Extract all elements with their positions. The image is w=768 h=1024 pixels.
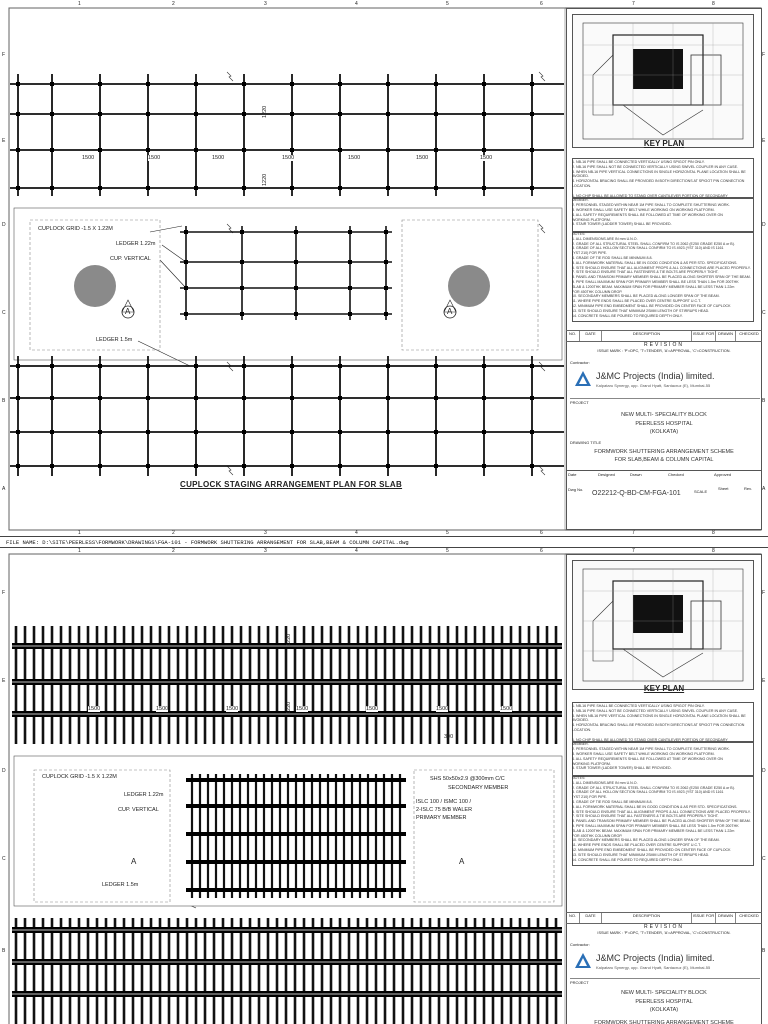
- project-line-2: PEERLESS HOSPITAL: [635, 421, 693, 427]
- grid-column-label-2: 5: [446, 548, 449, 554]
- dim-1500-label: 1500: [416, 155, 429, 161]
- cuplock-node: [290, 430, 294, 434]
- middle-node: [294, 260, 298, 264]
- grid-row-label-2: B: [762, 948, 766, 954]
- grid-column-label: 8: [712, 530, 715, 536]
- company-name-2: J&MC Projects (India) limited.: [596, 953, 715, 963]
- cuplock-node: [338, 186, 342, 190]
- cuplock-node: [530, 186, 534, 190]
- key-plan-box: [572, 14, 754, 148]
- grid-column-label: 4: [355, 530, 358, 536]
- cuplock-node: [530, 464, 534, 468]
- grid-row-label: E: [2, 138, 6, 144]
- middle-node: [294, 286, 298, 290]
- cuplock-node: [482, 148, 486, 152]
- rev-col-issue-2: ISSUE FOR: [692, 913, 716, 923]
- contractor-label-2: Contractor:: [570, 942, 590, 947]
- grid-row-label: A: [2, 486, 6, 492]
- ledger-15-label: LEDGER 1.5m: [96, 337, 133, 343]
- middle-node: [240, 286, 244, 290]
- grid-row-label: E: [762, 138, 766, 144]
- project-line-1: NEW MULTI- SPECIALITY BLOCK: [621, 412, 707, 418]
- cuplock-node: [50, 186, 54, 190]
- company-address: Kalpataru Synergy, opp. Grand Hyatt, Santacruz (E), Mumbai-55: [596, 383, 711, 388]
- dim-1500-label-2: 1500: [436, 706, 449, 712]
- cuplock-node: [242, 430, 246, 434]
- company-address-2: Kalpataru Synergy, opp. Grand Hyatt, Santacruz (E), Mumbai-55: [596, 965, 711, 970]
- drawing-title-line-2: FOR SLAB,BEAM & COLUMN CAPITAL: [614, 457, 714, 463]
- dim-1500-label-2: 1500: [88, 706, 101, 712]
- grid-column-label-2: 7: [632, 548, 635, 554]
- cuplock-node: [146, 186, 150, 190]
- key-plan-image-2: [573, 561, 753, 689]
- cuplock-node: [386, 82, 390, 86]
- middle-node: [184, 286, 188, 290]
- cuplock-node: [98, 364, 102, 368]
- approved-label: Approved: [714, 472, 732, 477]
- dim-1220-upper-2: 1220: [286, 633, 292, 646]
- middle-primary-band: [186, 778, 406, 782]
- grid-row-label: B: [762, 398, 766, 404]
- dim-1500-label: 1500: [82, 155, 95, 161]
- middle-node: [384, 312, 388, 316]
- grid-row-label: D: [762, 222, 766, 228]
- cuplock-node: [194, 186, 198, 190]
- grid-column-label: 3: [264, 530, 267, 536]
- cuplock-node: [482, 464, 486, 468]
- cuplock-node: [434, 396, 438, 400]
- cuplock-node: [98, 430, 102, 434]
- drawn-label: Drawn: [630, 472, 642, 477]
- ledger-15-label-2: LEDGER 1.5m: [102, 882, 139, 888]
- notes-text: 1. NB-16 PIPE SHALL BE CONNECTED VERTICALLY USING SPIGOT PIN ONLY. 2. NB-16 PIPE SHALL NOT BE CONNECTED VERTICALLY USING SWIVEL COUPLER IN ANY CASE. 3. WHEN NB-16 PIPE VERTICAL CONNECTIONS IN SINGLE HORIZONTAL PLANE LOCATION SHALL BE AVOIDED. 4. HORIZONTAL BRACING SHALL BE PROVIDED IN BOTH DIRECTIONS AT SPIGOT PIN CONNECTION LOCATION. 1. NO CHIP SHALL BE ALLOWED TO STAND OVER CANTILEVER PORTION OF SECONDARY MEMBER. 2. PERSONNEL STAGED WITHIN NEAR 1M PIPE SHALL TO COMPLETE SHUTTERING WORK. 3. WORKER SHALL USE SAFETY BELT WHILE WORKING ON WORKING PLATFORM. 4. ALL SAFETY REQUIREMENTS SHALL BE FOLLOWED AT TIME OF WORKING OVER ON WORKING PLATFORM. 5. STAIR TOWER (LADDER TOWER) SHALL BE PROVIDED. NOTES: 1. ALL DIMENSIONS ARE IN mm U.N.O. 2. GRADE OF ALL STRUCTURAL STEEL SHALL CONFIRM TO IS 2062 (E250 GRADE E250 A or B). 3. GRADE OF ALL HOLLOW SECTION SHALL CONFIRM TO IS 4923 (YST 310) AND IS 1161 (YST 210) FOR PIPE. 4. GRADE OF TIE ROD SHALL BE MINIMUM 8.8. 5. ALL FORMWORK MATERIAL SHALL BE IN GOOD CONDITION & AS PER STD. SPECIFICATIONS. 6. SITE SHOULD ENSURE THAT ALL ALIGNMENT PROPS & ALL CONNECTIONS ARE PLACED PROPERLY. 7. SITE SHOULD ENSURE THAT ALL FASTENERS & TIE BOLTS ARE PROPERLY TIGHT. 8. PANEL AND TRANSOM PRIMARY MEMBER SHALL BE PLACED ALONG SHORTER SPAN OF THE BEAM. 9. PIPE SHALL MAXIMUM SPAN FOR PRIMARY MEMBER SHALL BE LESS THAN 1.5m FOR 200THK SLAB & 1200THK BEAM. MAXIMUM SPAN FOR PRIMARY MEMBER SHALL BE LESS THAN 1.22m FOR 450THK COLUMN DROP. 10. SECONDARY MEMBERS SHALL BE PLACED ALONG LONGER SPAN OF THE BEAM. 11. WHERE PIPE ENDS SHALL BE PLACED OVER CENTRE SUPPORT U.C.T. 12. MINIMUM PIPE END EMBEDMENT SHALL BE PROVIDED ON CENTER FACE OF CUPLOCK 13. SITE SHOULD ENSURE THAT MINIMUM 2SMM LENGTH OF STIRRUPS HEAD. 14. CONCRETE SHALL BE POURED TO REQUIRED DEPTH ONLY.: [572, 160, 751, 318]
- grid-row-label-2: E: [762, 678, 766, 684]
- cuplock-node: [242, 364, 246, 368]
- project-line-3-2: (KOLKATA): [649, 1007, 679, 1013]
- cuplock-node: [338, 464, 342, 468]
- revision-header-2: [566, 912, 762, 924]
- grid-row-label-2: E: [2, 678, 6, 684]
- cuplock-node: [194, 364, 198, 368]
- cuplock-node: [482, 430, 486, 434]
- shs-label-line-1: SHS 50x50x2.9 @300mm C/C: [430, 776, 505, 782]
- cuplock-node: [386, 112, 390, 116]
- grid-column-label: 5: [446, 530, 449, 536]
- shs-label-line-2: SECONDARY MEMBER: [448, 785, 509, 791]
- middle-node: [348, 286, 352, 290]
- cup-vertical-label-2: CUP. VERTICAL: [118, 807, 159, 813]
- revision-title: REVISION: [644, 342, 684, 348]
- grid-row-label: D: [2, 222, 6, 228]
- drawing-title-line-1: FORMWORK SHUTTERING ARRANGEMENT SCHEME: [594, 449, 734, 455]
- cuplock-node: [434, 430, 438, 434]
- cuplock-node: [50, 364, 54, 368]
- grid-row-label-2: C: [762, 856, 766, 862]
- dim-1500-label: 1500: [480, 155, 493, 161]
- cuplock-node: [482, 364, 486, 368]
- cuplock-node: [194, 82, 198, 86]
- drawing-title-line-1-2: FORMWORK SHUTTERING ARRANGEMENT SCHEME: [594, 1020, 734, 1024]
- islc-label-line-2: 2-ISLC 75 B/B WALER: [416, 807, 473, 813]
- dim-1500-label-2: 1500: [226, 706, 239, 712]
- cuplock-node: [98, 82, 102, 86]
- grid-column-label-2: 1: [78, 548, 81, 554]
- cuplock-node: [50, 82, 54, 86]
- cuplock-node: [50, 464, 54, 468]
- key-plan-label-2: KEY PLAN: [643, 684, 685, 693]
- project-label: PROJECT: [570, 398, 760, 405]
- project-line-2-2: PEERLESS HOSPITAL: [635, 999, 693, 1005]
- rev-col-description-2: DESCRIPTION: [602, 913, 692, 923]
- checked-label: Checked: [668, 472, 684, 477]
- grid-column-label-2: 6: [540, 548, 543, 554]
- cuplock-node: [16, 82, 20, 86]
- rev-col-no: NO.: [566, 331, 580, 341]
- issue-mark-line-2: ISSUE MARK : 'P'=DPC, 'T'=TENDER, 'A'=APPROVAL, 'C'=CONSTRUCTION.: [597, 931, 731, 935]
- cuplock-node: [98, 148, 102, 152]
- column-right: [448, 265, 490, 307]
- revision-title-2: REVISION: [644, 924, 684, 930]
- grid-column-label-2: 4: [355, 548, 358, 554]
- grid-column-label: 8: [712, 1, 715, 7]
- middle-node: [348, 312, 352, 316]
- column-left: [74, 265, 116, 307]
- grid-row-label: F: [2, 52, 6, 58]
- title-block-1: [566, 8, 762, 530]
- cuplock-node: [530, 396, 534, 400]
- dim-1500-label-2: 1500: [296, 706, 309, 712]
- break-mark-icon: [227, 72, 233, 81]
- grid-column-label: 1: [78, 530, 81, 536]
- cuplock-node: [146, 112, 150, 116]
- dim-300: 300: [444, 734, 454, 740]
- key-plan-label: KEY PLAN: [643, 139, 685, 148]
- dim-1500-label: 1500: [148, 155, 161, 161]
- middle-node: [384, 260, 388, 264]
- grid-column-label-2: 3: [264, 548, 267, 554]
- key-plan-image: [573, 15, 753, 147]
- middle-node: [240, 230, 244, 234]
- contractor-label: Contractor:: [570, 360, 590, 365]
- grid-row-label: F: [762, 52, 766, 58]
- grid-column-label: 5: [446, 1, 449, 7]
- grid-row-label-2: D: [762, 768, 766, 774]
- ledger-122-label-2: LEDGER 1.22m: [124, 792, 164, 798]
- cuplock-node: [16, 464, 20, 468]
- grid-column-label-2: 2: [172, 548, 175, 554]
- cuplock-node: [146, 364, 150, 368]
- middle-node: [384, 230, 388, 234]
- cuplock-node: [98, 464, 102, 468]
- scale-label: SCALE: [694, 489, 708, 494]
- company-logo-icon: [574, 370, 592, 388]
- leader-line: [162, 245, 186, 262]
- cuplock-node: [146, 148, 150, 152]
- grid-column-label: 1: [78, 1, 81, 7]
- sheet-label: Sheet: [718, 486, 729, 491]
- issue-mark-line: ISSUE MARK : 'P'=DPC, 'T'=TENDER, 'A'=APPROVAL, 'C'=CONSTRUCTION.: [597, 349, 731, 353]
- cuplock-node: [482, 112, 486, 116]
- dim-1500-label-2: 1500: [156, 706, 169, 712]
- rev-col-date: DATE: [580, 331, 602, 341]
- cuplock-node: [338, 112, 342, 116]
- grid-column-label: 2: [172, 530, 175, 536]
- cuplock-node: [146, 430, 150, 434]
- middle-primary-band: [186, 832, 406, 836]
- middle-node: [384, 286, 388, 290]
- cuplock-node: [242, 396, 246, 400]
- cuplock-node: [434, 82, 438, 86]
- cuplock-node: [338, 364, 342, 368]
- dim-1500-label-2: 1500: [366, 706, 379, 712]
- dim-1220-lower: 1220: [262, 173, 268, 186]
- cuplock-node: [290, 186, 294, 190]
- grid-column-label: 6: [540, 530, 543, 536]
- grid-row-label: C: [762, 310, 766, 316]
- cuplock-node: [50, 112, 54, 116]
- grid-column-label-2: 8: [712, 548, 715, 554]
- grid-column-label: 7: [632, 1, 635, 7]
- rev-col-checked: CHECKED: [739, 331, 759, 336]
- leader-line: [138, 341, 190, 366]
- cuplock-node: [98, 396, 102, 400]
- cuplock-node: [50, 430, 54, 434]
- cuplock-node: [16, 148, 20, 152]
- cup-vertical-label: CUP. VERTICAL: [110, 256, 151, 262]
- cuplock-node: [50, 148, 54, 152]
- cuplock-node: [146, 396, 150, 400]
- cuplock-node: [146, 464, 150, 468]
- section-marker-a-right: A: [447, 307, 453, 316]
- cuplock-node: [290, 364, 294, 368]
- dim-1220-lower-2: 1220: [286, 701, 292, 714]
- notes-text-2: 1. NB-16 PIPE SHALL BE CONNECTED VERTICALLY USING SPIGOT PIN ONLY. 2. NB-16 PIPE SHALL NOT BE CONNECTED VERTICALLY USING SWIVEL COUPLER IN ANY CASE. 3. WHEN NB-16 PIPE VERTICAL CONNECTIONS IN SINGLE HORIZONTAL PLANE LOCATION SHALL BE AVOIDED. 4. HORIZONTAL BRACING SHALL BE PROVIDED IN BOTH DIRECTIONS AT SPIGOT PIN CONNECTION LOCATION. 1. NO CHIP SHALL BE ALLOWED TO STAND OVER CANTILEVER PORTION OF SECONDARY MEMBER. 2. PERSONNEL STAGED WITHIN NEAR 1M PIPE SHALL TO COMPLETE SHUTTERING WORK. 3. WORKER SHALL USE SAFETY BELT WHILE WORKING ON WORKING PLATFORM. 4. ALL SAFETY REQUIREMENTS SHALL BE FOLLOWED AT TIME OF WORKING OVER ON WORKING PLATFORM. 5. STAIR TOWER (LADDER TOWER) SHALL BE PROVIDED. NOTES: 1. ALL DIMENSIONS ARE IN mm U.N.O. 2. GRADE OF ALL STRUCTURAL STEEL SHALL CONFIRM TO IS 2062 (E250 GRADE E250 A or B). 3. GRADE OF ALL HOLLOW SECTION SHALL CONFIRM TO IS 4923 (YST 310) AND IS 1161 (YST 210) FOR PIPE. 4. GRADE OF TIE ROD SHALL BE MINIMUM 8.8. 5. ALL FORMWORK MATERIAL SHALL BE IN GOOD CONDITION & AS PER STD. SPECIFICATIONS. 6. SITE SHOULD ENSURE THAT ALL ALIGNMENT PROPS & ALL CONNECTIONS ARE PLACED PROPERLY. 7. SITE SHOULD ENSURE THAT ALL FASTENERS & TIE BOLTS ARE PROPERLY TIGHT. 8. PANEL AND TRANSOM PRIMARY MEMBER SHALL BE PLACED ALONG SHORTER SPAN OF THE BEAM. 9. PIPE SHALL MAXIMUM SPAN FOR PRIMARY MEMBER SHALL BE LESS THAN 1.5m FOR 200THK SLAB & 1200THK BEAM. MAXIMUM SPAN FOR PRIMARY MEMBER SHALL BE LESS THAN 1.22m FOR 450THK COLUMN DROP. 10. SECONDARY MEMBERS SHALL BE PLACED ALONG LONGER SPAN OF THE BEAM. 11. WHERE PIPE ENDS SHALL BE PLACED OVER CENTRE SUPPORT U.C.T. 12. MINIMUM PIPE END EMBEDMENT SHALL BE PROVIDED ON CENTER FACE OF CUPLOCK 13. SITE SHOULD ENSURE THAT MINIMUM 2SMM LENGTH OF STIRRUPS HEAD. 14. CONCRETE SHALL BE POURED TO REQUIRED DEPTH ONLY.: [572, 704, 751, 862]
- middle-node: [240, 312, 244, 316]
- project-line-3: (KOLKATA): [649, 429, 679, 435]
- project-line-1-2: NEW MULTI- SPECIALITY BLOCK: [621, 990, 707, 996]
- cuplock-node: [50, 396, 54, 400]
- break-mark-icon: [227, 466, 233, 475]
- middle-node: [348, 230, 352, 234]
- cuplock-node: [242, 464, 246, 468]
- cuplock-node: [530, 430, 534, 434]
- title-block-2: [566, 554, 762, 1024]
- rev-col-issue: ISSUE FOR: [692, 331, 716, 341]
- cuplock-node: [98, 186, 102, 190]
- cuplock-node: [386, 186, 390, 190]
- cuplock-node: [338, 396, 342, 400]
- grid-column-label: 4: [355, 1, 358, 7]
- cuplock-node: [386, 148, 390, 152]
- grid-column-label: 6: [540, 1, 543, 7]
- cuplock-node: [434, 364, 438, 368]
- rev-col-description: DESCRIPTION: [602, 331, 692, 341]
- break-mark-icon: [539, 224, 545, 233]
- cuplock-node: [290, 464, 294, 468]
- islc-label-line-3: PRIMARY MEMBER: [416, 815, 467, 821]
- cuplock-node: [530, 364, 534, 368]
- cuplock-node: [146, 82, 150, 86]
- rev-col-checked-2: CHECKED: [739, 913, 759, 918]
- company-name: J&MC Projects (India) limited.: [596, 371, 715, 381]
- grid-row-label: C: [2, 310, 6, 316]
- dim-1500-label-2: 1500: [500, 706, 513, 712]
- cuplock-node: [386, 364, 390, 368]
- cuplock-node: [386, 464, 390, 468]
- cuplock-node: [242, 186, 246, 190]
- middle-node: [348, 260, 352, 264]
- cuplock-node: [242, 148, 246, 152]
- cuplock-node: [482, 186, 486, 190]
- cuplock-node: [290, 148, 294, 152]
- cuplock-node: [16, 364, 20, 368]
- cuplock-grid-label: CUPLOCK GRID -1.5 X 1.22M: [38, 226, 113, 232]
- cuplock-node: [290, 396, 294, 400]
- cuplock-node: [194, 430, 198, 434]
- dim-1220-upper: 1220: [262, 105, 268, 118]
- rev-col-date-2: DATE: [580, 913, 602, 923]
- cuplock-node: [338, 148, 342, 152]
- cuplock-node: [434, 112, 438, 116]
- cuplock-node: [194, 464, 198, 468]
- leader-line: [150, 226, 182, 232]
- cuplock-node: [194, 148, 198, 152]
- grid-row-label-2: B: [2, 948, 6, 954]
- revision-header: [566, 330, 762, 342]
- cuplock-grid-label-2: CUPLOCK GRID -1.5 X 1.22M: [42, 774, 117, 780]
- grid-row-label-2: F: [2, 590, 6, 596]
- middle-node: [240, 260, 244, 264]
- cuplock-node: [194, 112, 198, 116]
- key-plan-box-2: [572, 560, 754, 690]
- grid-row-label: B: [2, 398, 6, 404]
- cuplock-node: [290, 82, 294, 86]
- file-path-strip: FILE NAME: D:\SITE\PEERLESS\FORMWORK\DRAWINGS\FGA-101 - FORMWORK SHUTTERING ARRANGEMENT FOR SLAB,BEAM & COLUMN CAPITAL.dwg: [0, 536, 768, 548]
- cuplock-node: [98, 112, 102, 116]
- section-marker-a-left: A: [125, 307, 131, 316]
- drawing-title-label: DRAWING TITLE: [570, 440, 602, 445]
- cuplock-node: [530, 148, 534, 152]
- cuplock-node: [482, 396, 486, 400]
- drawing-info-table: [566, 470, 762, 530]
- section-marker-a-left-2: A: [131, 857, 137, 866]
- leader-line: [160, 260, 186, 288]
- cuplock-node: [338, 82, 342, 86]
- rev-col-no-2: NO.: [566, 913, 580, 923]
- cuplock-node: [16, 186, 20, 190]
- cuplock-node: [242, 112, 246, 116]
- cuplock-node: [290, 112, 294, 116]
- cuplock-node: [434, 464, 438, 468]
- cuplock-node: [16, 396, 20, 400]
- ledger-122-label: LEDGER 1.22m: [116, 241, 156, 247]
- islc-label-line-1: ISLC 100 / ISMC 100 /: [416, 799, 472, 805]
- middle-node: [294, 312, 298, 316]
- cuplock-node: [530, 112, 534, 116]
- grid-row-label: A: [762, 486, 766, 492]
- cuplock-node: [16, 112, 20, 116]
- middle-node: [184, 312, 188, 316]
- grid-column-label: 7: [632, 530, 635, 536]
- company-logo-icon-2: [574, 952, 592, 970]
- grid-row-label-2: D: [2, 768, 6, 774]
- dwg-no-label: Dwg No.: [568, 487, 584, 492]
- project-label-2: PROJECT: [570, 978, 760, 985]
- rev-label: Rev.: [744, 486, 752, 491]
- cuplock-node: [434, 186, 438, 190]
- rev-col-drawn-2: DRAWN: [716, 913, 736, 923]
- drawing-number: O22212-Q-BD-CM-FGA-101: [592, 490, 681, 497]
- grid-row-label-2: F: [762, 590, 766, 596]
- cuplock-node: [16, 430, 20, 434]
- cuplock-node: [338, 430, 342, 434]
- break-mark-icon: [539, 72, 545, 81]
- break-mark-icon: [539, 466, 545, 475]
- middle-primary-band: [186, 860, 406, 864]
- grid-row-label-2: C: [2, 856, 6, 862]
- dim-1500-label: 1500: [348, 155, 361, 161]
- cuplock-node: [482, 82, 486, 86]
- date-label: Date: [568, 472, 577, 477]
- section-marker-a-right-2: A: [459, 857, 465, 866]
- cuplock-node: [434, 148, 438, 152]
- middle-node: [184, 230, 188, 234]
- designed-label: Designed: [598, 472, 615, 477]
- middle-node: [184, 260, 188, 264]
- rev-col-drawn: DRAWN: [716, 331, 736, 341]
- cuplock-node: [386, 430, 390, 434]
- middle-primary-band: [186, 804, 406, 808]
- cuplock-node: [530, 82, 534, 86]
- grid-column-label: 2: [172, 1, 175, 7]
- dim-1500-label: 1500: [282, 155, 295, 161]
- cuplock-node: [242, 82, 246, 86]
- drawing-sheet-2: [0, 548, 768, 1024]
- middle-primary-band: [186, 888, 406, 892]
- dim-1500-label: 1500: [212, 155, 225, 161]
- cuplock-node: [194, 396, 198, 400]
- middle-node: [294, 230, 298, 234]
- plan-title: CUPLOCK STAGING ARRANGEMENT PLAN FOR SLAB: [180, 480, 403, 489]
- grid-column-label: 3: [264, 1, 267, 7]
- cuplock-node: [386, 396, 390, 400]
